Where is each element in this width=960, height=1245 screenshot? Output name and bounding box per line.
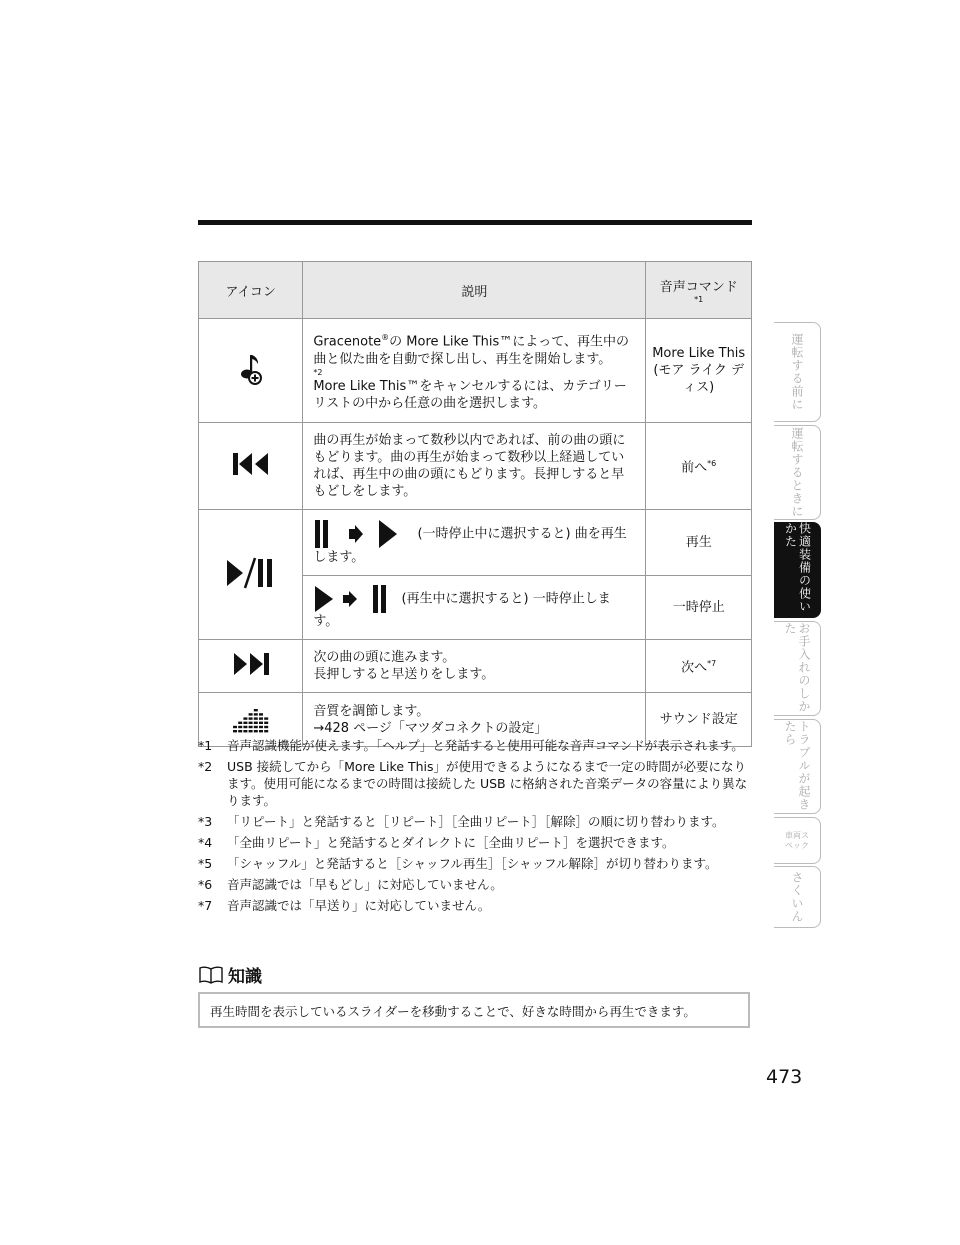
footnote-text: 音声認識機能が使えます。「ヘルプ」と発話すると使用可能な音声コマンドが表示されます。 bbox=[227, 738, 744, 753]
equalizer-bar bbox=[264, 717, 268, 719]
side-tab-specs[interactable]: 車両スペック bbox=[774, 817, 821, 864]
header-icon: アイコン bbox=[199, 262, 303, 319]
equalizer-bar bbox=[253, 721, 257, 723]
play-pause-icon bbox=[199, 510, 303, 640]
footnote-key: *1 bbox=[198, 738, 213, 753]
equalizer-bar bbox=[259, 717, 263, 719]
footnote-key: *5 bbox=[198, 856, 213, 871]
side-tab-index[interactable]: さくいん bbox=[774, 866, 821, 928]
side-tab-maintenance[interactable]: お手入れのしかた bbox=[774, 621, 821, 716]
next-desc: 次の曲の頭に進みます。 長押しすると早送りをします。 bbox=[303, 640, 646, 693]
footnote bbox=[198, 758, 758, 809]
more-like-this-cmd: More Like This (モア ライク ディス) bbox=[646, 319, 752, 423]
footnote bbox=[198, 855, 758, 872]
footnote-text: USB 接続してから「More Like This」が使用できるようになるまで一定の時間が必要になります。使用可能になるまでの時間は接続した USB に格納された音楽データの容量により異なります。 bbox=[227, 759, 748, 808]
footnote bbox=[198, 737, 758, 754]
page-number: 473 bbox=[766, 1066, 803, 1088]
equalizer-bar bbox=[243, 717, 247, 719]
more-like-this-desc: Gracenote®の More Like This™によって、再生中の曲と似た曲を自動で探し出し、再生を開始します。 *2 More Like This™をキャンセルするには、カテゴリーリストの中から任意の曲を選択します。 bbox=[303, 319, 646, 423]
equalizer-bar bbox=[253, 717, 257, 719]
equalizer-bar bbox=[238, 725, 242, 727]
sound-cmd: サウンド設定 bbox=[646, 693, 752, 747]
side-tab-before-driving[interactable]: 運転する前に bbox=[774, 322, 821, 422]
play-cmd: 再生 bbox=[646, 510, 752, 576]
table-row bbox=[199, 319, 752, 423]
pause-desc: (再生中に選択すると) 一時停止します。 bbox=[303, 576, 646, 640]
equalizer-bar bbox=[243, 730, 247, 732]
equalizer-bar bbox=[238, 721, 242, 723]
function-table bbox=[198, 261, 752, 747]
previous-desc: 曲の再生が始まって数秒以内であれば、前の曲の頭にもどります。曲の再生が始まって数秒以上経過していれば、再生中の曲の頭にもどります。長押しすると早もどしをします。 bbox=[303, 423, 646, 510]
header-desc: 説明 bbox=[303, 262, 646, 319]
footnote-key: *4 bbox=[198, 835, 213, 850]
play-desc: (一時停止中に選択すると) 曲を再生します。 bbox=[303, 510, 646, 576]
footnote-key: *6 bbox=[198, 877, 213, 892]
equalizer-bar bbox=[248, 730, 252, 732]
equalizer-bar bbox=[253, 725, 257, 727]
side-tab-comfort-equipment[interactable]: 快適装備の使いかた bbox=[774, 522, 821, 618]
next-track-icon bbox=[199, 640, 303, 693]
play-to-pause-arrow-icon bbox=[313, 585, 397, 613]
more-like-this-icon bbox=[199, 319, 303, 423]
footnote-key: *2 bbox=[198, 759, 213, 774]
equalizer-bar bbox=[243, 721, 247, 723]
book-icon bbox=[198, 966, 224, 984]
table-row bbox=[199, 510, 752, 576]
equalizer-bar bbox=[264, 725, 268, 727]
previous-track-icon bbox=[199, 423, 303, 510]
header-cmd: 音声コマンド *1 bbox=[646, 262, 752, 319]
equalizer-bar bbox=[253, 713, 257, 715]
sound-desc: 音質を調節します。 →428 ページ「マツダコネクトの設定」 bbox=[303, 693, 646, 747]
equalizer-bar bbox=[259, 721, 263, 723]
table-row bbox=[199, 423, 752, 510]
footnote-text: 「シャッフル」と発話すると［シャッフル再生］［シャッフル解除］が切り替わります。 bbox=[227, 856, 718, 871]
footnote-key: *7 bbox=[198, 898, 213, 913]
next-cmd: 次へ$^{*7}$ bbox=[646, 640, 752, 693]
equalizer-bar bbox=[243, 725, 247, 727]
equalizer-bar bbox=[253, 709, 257, 711]
equalizer-bar bbox=[233, 725, 237, 727]
pause-to-play-arrow-icon bbox=[313, 519, 413, 549]
footnote bbox=[198, 876, 758, 893]
equalizer-bar bbox=[238, 730, 242, 732]
footnote-text: 「全曲リピート」と発話するとダイレクトに［全曲リピート］を選択できます。 bbox=[227, 835, 675, 850]
footnotes bbox=[198, 737, 758, 918]
footnote-key: *3 bbox=[198, 814, 213, 829]
equalizer-bar bbox=[233, 730, 237, 732]
footnote-text: 音声認識では「早もどし」に対応していません。 bbox=[227, 877, 503, 892]
equalizer-bar bbox=[248, 721, 252, 723]
equalizer-bar bbox=[264, 721, 268, 723]
equalizer-bar bbox=[259, 713, 263, 715]
equalizer-bar bbox=[248, 713, 252, 715]
top-rule bbox=[198, 220, 752, 225]
side-tab-while-driving[interactable]: 運転するときに bbox=[774, 425, 821, 520]
knowledge-heading: 知識 bbox=[198, 962, 262, 987]
previous-cmd: 前へ$^{*6}$ bbox=[646, 423, 752, 510]
equalizer-bar bbox=[253, 730, 257, 732]
equalizer-bar bbox=[259, 730, 263, 732]
equalizer-bar bbox=[248, 725, 252, 727]
table-row bbox=[199, 640, 752, 693]
knowledge-box: 再生時間を表示しているスライダーを移動することで、好きな時間から再生できます。 bbox=[198, 992, 750, 1028]
equalizer-bar bbox=[248, 717, 252, 719]
pause-cmd: 一時停止 bbox=[646, 576, 752, 640]
side-tab-troubleshooting[interactable]: トラブルが起きたら bbox=[774, 719, 821, 814]
footnote-text: 「リピート」と発話すると［リピート］［全曲リピート］［解除］の順に切り替わります。 bbox=[227, 814, 725, 829]
table-header-row bbox=[199, 262, 752, 319]
equalizer-bar bbox=[259, 725, 263, 727]
footnote bbox=[198, 897, 758, 914]
footnote bbox=[198, 834, 758, 851]
footnote-text: 音声認識では「早送り」に対応していません。 bbox=[227, 898, 491, 913]
equalizer-bar bbox=[264, 730, 268, 732]
footnote bbox=[198, 813, 758, 830]
